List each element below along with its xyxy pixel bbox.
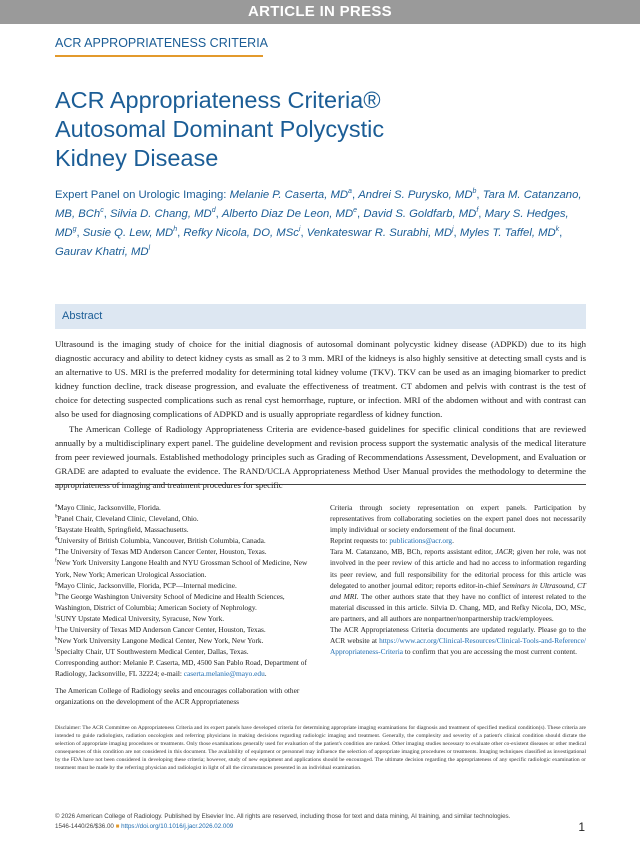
- affiliation-marker: f: [55, 559, 57, 565]
- footnote-divider: [55, 484, 586, 485]
- issn-doi-line: [55, 822, 586, 832]
- author-affiliation-marker: l: [148, 245, 151, 253]
- affiliation-item: [55, 624, 313, 635]
- author-list: [55, 186, 595, 262]
- author-affiliation-marker: f: [476, 207, 479, 215]
- disclosure-text: Tara M. Catanzano, MB, BCh, reports assistant editor,: [330, 547, 496, 557]
- affiliation-item: [55, 635, 313, 646]
- affiliation-item: [55, 513, 313, 524]
- corresponding-text: Corresponding author: Melanie P. Caserta, MD, 4500 San Pablo Road, Department of Radiology, Jacksonville, FL 32224; e-mail:: [55, 658, 307, 679]
- affiliation-marker: g: [55, 581, 58, 587]
- issn: 1546-1440/26/$36.00: [55, 823, 114, 830]
- affiliation-marker: a: [55, 503, 58, 509]
- affiliation-marker: l: [55, 647, 57, 653]
- affiliation-text: The University of Texas MD Anderson Cancer Center, Houston, Texas.: [57, 547, 267, 557]
- author-name: Susie Q. Lew, MD: [82, 227, 174, 239]
- author-name: Silvia D. Chang, MD: [109, 208, 212, 220]
- corresponding-author: [55, 657, 313, 679]
- author-name: Mary S. Hedges, MD: [55, 208, 569, 239]
- notes-column: [330, 502, 586, 657]
- collaboration-note: The American College of Radiology seeks and encourages collaboration with other organizations on the development of the ACR Appropriateness: [55, 685, 300, 706]
- author-affiliation-marker: k: [555, 226, 560, 234]
- abstract-paragraph: The American College of Radiology Appropriateness Criteria are evidence-based guidelines for specific clinical conditions that are reviewed annually by a multidisciplinary expert panel. The guideline development and revision process support the systematic analysis of the medical literature from peer reviewed journals. Established methodology principles such as Grading of Recommendations Assessment, Development, and Evaluation or GRADE are adapted to evaluate the evidence. The RAND/UCLA Appropriateness Method User Manual provides the methodology to determine the: [55, 423, 586, 476]
- author-affiliation-marker: h: [173, 226, 178, 234]
- corresponding-email-link[interactable]: caserta.melanie@mayo.edu: [183, 669, 265, 679]
- affiliation-marker: k: [55, 636, 58, 642]
- affiliation-marker: e: [55, 547, 58, 553]
- author-name: Andrei S. Purysko, MD: [358, 189, 473, 201]
- affiliation-item: [55, 557, 313, 579]
- author-affiliation-marker: b: [472, 188, 477, 196]
- acr-website-link[interactable]: https://www.acr.org/Clinical-Resources/Clinical-Tools-and-Reference/Appropriateness-Criteria: [330, 636, 586, 657]
- affiliation-marker: h: [55, 592, 58, 598]
- affiliation-item: [55, 646, 313, 657]
- title-line: ACR Appropriateness Criteria®: [55, 87, 381, 113]
- affiliation-marker: j: [55, 625, 57, 631]
- affiliation-item: [55, 502, 313, 513]
- disclaimer: Disclaimer: The ACR Committee on Appropriateness Criteria and its expert panels have developed criteria for determining appropriate imaging examinations for diagnosis and treatment of specified medical condition(s). These criteria are intended to guide radiologists, radiation oncologists and referring physicians in making decisions regarding radiologic imaging and treatment. Generally, the complexity and severity of a patient's clinical condition should dictate the selection of appropriate imaging procedures or treatments. Only those examinations generally used for evaluation of the patient's condition are ranked. Other imaging studies necessary to evaluate other co-existent diseases or other medical consequences of this condition are not considered in this document. The availability of equipment or personnel may influence the selection of appropriate imaging procedures or treatments. Imaging techniques classified as investigational by the FDA have not been considered in developing these criteria; however, study of new equipment and applications should be encouraged. The ultimate decision regarding the appropriateness of any specific radiologic examination or treatment must be made by the referring physician and radiologist in light of all the circumstances presented in an individual examination.: [55, 725, 586, 771]
- title-line: Autosomal Dominant Polycystic: [55, 116, 385, 142]
- reprint-requests: [330, 535, 586, 546]
- section-label: ACR APPROPRIATENESS CRITERIA: [55, 36, 269, 50]
- author-name: Venkateswar R. Surabhi, MD: [306, 227, 452, 239]
- copyright-line: © 2026 American College of Radiology. Published by Elsevier Inc. All rights are reserved, including those for text and data mining, AI training, and similar technologies.: [55, 813, 511, 820]
- update-text: to confirm that you are accessing the most current content.: [403, 647, 577, 657]
- affiliation-text: SUNY Upstate Medical University, Syracuse, New York.: [56, 613, 225, 623]
- author-affiliation-marker: i: [298, 226, 301, 234]
- affiliation-text: Baystate Health, Springfield, Massachusetts.: [57, 525, 189, 535]
- author-name: Alberto Diaz De Leon, MD: [221, 208, 354, 220]
- abstract-body: [55, 337, 586, 492]
- affiliation-text: Panel Chair, Cleveland Clinic, Cleveland, Ohio.: [57, 514, 199, 524]
- article-title: [55, 86, 575, 173]
- affiliation-item: [55, 613, 313, 624]
- affiliation-text: New York University Langone Medical Center, New York, New York.: [57, 636, 264, 646]
- author-affiliation-marker: d: [211, 207, 216, 215]
- author-name: Melanie P. Caserta, MD: [229, 189, 349, 201]
- affiliations-list: [55, 502, 313, 657]
- author-affiliation-marker: j: [451, 226, 454, 234]
- affiliation-marker: b: [55, 514, 58, 520]
- affiliation-item: [55, 524, 313, 535]
- author-affiliation-marker: e: [353, 207, 358, 215]
- affiliation-text: Mayo Clinic, Jacksonville, Florida, PCP—Internal medicine.: [57, 580, 237, 590]
- page-number: 1: [578, 820, 585, 834]
- disclosure-text: . The other authors state that they have no conflict of interest related to the material discussed in this article. Silvia D. Chang, MD, and Refky Nicola, DO, MSc, are partners, and all authors are nonpartner/nonpartnership track/employees.: [330, 591, 586, 623]
- article-in-press-banner: ARTICLE IN PRESS: [0, 0, 640, 24]
- society-participation-note: Criteria through society representation on expert panels. Participation by representatives from collaborating societies on the expert panel does not necessarily imply individual or society endorsement of the final document.: [330, 503, 586, 535]
- expert-panel-label: Expert Panel on Urologic Imaging:: [55, 189, 230, 201]
- author-name: David S. Goldfarb, MD: [363, 208, 477, 220]
- affiliations-column: [55, 502, 313, 707]
- reprint-label: Reprint requests to:: [330, 536, 390, 546]
- affiliation-marker: d: [55, 536, 58, 542]
- author-name: Tara M. Catanzano, MB, BCh: [55, 189, 582, 220]
- affiliation-text: Mayo Clinic, Jacksonville, Florida.: [57, 503, 161, 512]
- corresponding-end: .: [264, 669, 267, 679]
- affiliation-text: Specialty Chair, UT Southwestern Medical Center, Dallas, Texas.: [56, 647, 249, 657]
- title-line: Kidney Disease: [55, 145, 219, 171]
- update-text: The ACR Appropriateness Criteria documents are updated regularly. Please go to the ACR website at: [330, 625, 586, 646]
- author-name: Gaurav Khatri, MD: [55, 246, 149, 258]
- affiliation-item: [55, 580, 313, 591]
- reprint-end: .: [452, 536, 454, 546]
- affiliation-text: The University of Texas MD Anderson Cancer Center, Houston, Texas.: [56, 625, 266, 635]
- affiliation-text: New York University Langone Health and NYU Grossman School of Medicine, New York, New York; American Urological Association.: [55, 558, 308, 579]
- reprint-email-link[interactable]: publications@acr.org: [389, 536, 453, 546]
- affiliation-item: [55, 591, 313, 613]
- update-note: [330, 624, 586, 657]
- affiliation-marker: i: [55, 614, 57, 620]
- section-divider: [55, 55, 263, 57]
- disclosure-text: ; given her role, was not involved in the peer review of this article and had no access to information regarding its peer review, and full responsibility for the editorial process for this article was delegated to another journal editor; reports editor-in-chief: [330, 547, 586, 590]
- doi-link[interactable]: https://doi.org/10.1016/j.jacr.2026.02.009: [121, 823, 234, 830]
- affiliation-text: The George Washington University School of Medicine and Health Sciences, Washington, District of Columbia; American Society of Nephrology.: [55, 591, 285, 612]
- author-name: Refky Nicola, DO, MSc: [183, 227, 299, 239]
- affiliation-item: [55, 535, 313, 546]
- affiliation-item: [55, 546, 313, 557]
- bullet-icon: ■: [115, 823, 120, 830]
- abstract-heading: Abstract: [55, 304, 586, 329]
- page-footer: [55, 812, 586, 832]
- author-name: Myles T. Taffel, MD: [459, 227, 556, 239]
- author-names: Melanie P. Caserta, $MD^a$, Andrei S. Purysko, $MD^b$, Tara M. Catanzano, MB, BCh$^c$, Silvia D. Chang, $MD^d$, Alberto Diaz De Leon, MDe, David S. Goldfarb, $MD^f$, Mary S. Hedges, $MD^g$, Susie Q. Lew, $MD^h$, Refky Nicola, DO, MSc$^i$, Venkateswar R. Surabhi, $MD^j$, Myles T. Taffel, $MD^k$, Gaurav Khatri, $MD^l$: [55, 188, 582, 258]
- affiliation-text: University of British Columbia, Vancouver, British Columbia, Canada.: [57, 536, 266, 546]
- author-affiliation-marker: g: [72, 226, 77, 234]
- author-affiliation-marker: c: [100, 207, 104, 215]
- conflict-disclosure: [330, 546, 586, 624]
- affiliation-marker: c: [55, 525, 58, 531]
- journal-name: JACR: [495, 547, 513, 557]
- journal-name: Seminars in Ultrasound, CT and MRI: [330, 580, 586, 601]
- author-affiliation-marker: a: [348, 188, 352, 196]
- abstract-paragraph: Ultrasound is the imaging study of choice for the initial diagnosis of autosomal dominant polycystic kidney disease (ADPKD) due to its high diagnostic accuracy and ability to detect kidney cysts as small as 2 to 3 mm. MRI of the kidneys is also highly sensitive at detecting small cysts and is an alternative to US. MRI is the preferred modality for determining total kidney volume (TKV). TKV can be used as an imaging biomarker to predict kidney function decline, track disease progression, and evaluate the effectiveness of treatment. CT abdomen and pelvis with contrast is the test of choice for detecting suspected complications such as renal cyst hemorrhage, rupture, or infection. MRI of the abdomen without and with contrast can also be used for diagnosing complications of ADPKD and is usually appropriate regardless of kidney function.: [55, 339, 586, 420]
